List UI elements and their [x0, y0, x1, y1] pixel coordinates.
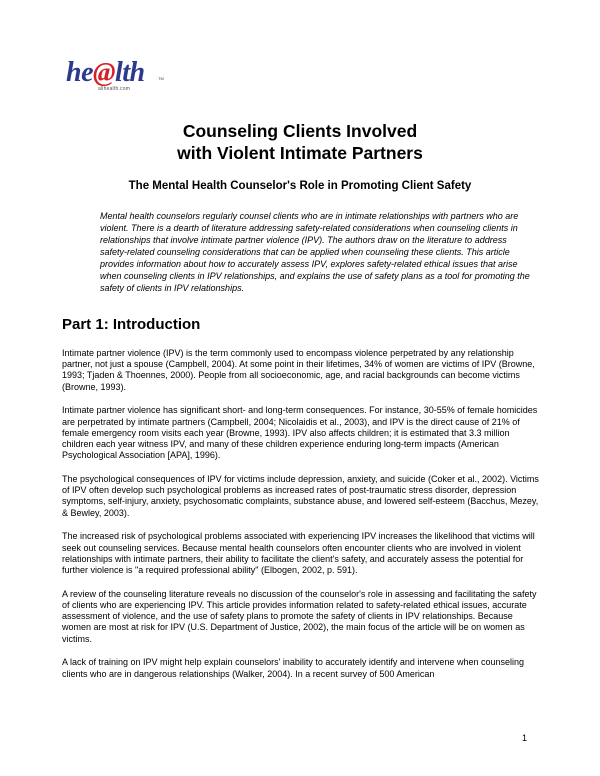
page-number: 1 — [522, 733, 528, 743]
paragraph: Intimate partner violence (IPV) is the term commonly used to encompass violence perpetrated by any relationship partner, not just a spouse (Campbell, 2004). At some point in their lifetimes, 34% of women are victims of IPV (Browne, 1993; Tjaden & Thoennes, 2000). People from all socioeconomic, age, and racial backgrounds can become victims (Browne, 1993). — [62, 348, 535, 392]
paragraph: Intimate partner violence has significant short- and long-term consequences. For instance, 30-55% of female homicides are perpetrated by intimate partners (Campbell, 2004; Nicolaidis et al., 2003), and IPV is the direct cause of 21% of female emergency room visits each year (Browne, 1993). IPV also affects children; it is estimated that 3.3 million children each year witness IPV, and many of these children experience enduring long-term impacts (American Psychological Association [APA], 1996). — [62, 405, 538, 461]
abstract: Mental health counselors regularly counsel clients who are in intimate relationships with partners who are violent. There is a dearth of literature addressing safety-related considerations when counseling clients in relationships that involve intimate partner violence (IPV). The authors draw on the literature to address safety-related counseling considerations that can be applied when counseling these clients. This article provides information about how to accurately assess IPV, explores safety-related ethical issues that arise when counseling clients in IPV relationships, and explains the use of safety plans as a tool for promoting the safety of clients in IPV relationships. — [100, 211, 530, 293]
section-body — [62, 348, 540, 692]
paragraph: The psychological consequences of IPV for victims include depression, anxiety, and suicide (Coker et al., 2002). Victims of IPV often develop such psychological problems as increased rates of post-traumatic stress disorder, depression symptoms, self-injury, anxiety, psychosomatic complaints, substance abuse, and lowered self-esteem (Bacchus, Mezey, & Bewley, 2003). — [62, 474, 539, 518]
logo-word-part2: lth — [114, 57, 145, 88]
paragraph: A review of the counseling literature reveals no discussion of the counselor's role in assessing and facilitating the safety of clients who are experiencing IPV. This article provides information related to safety-related ethical issues, accurate assessment of violence, and the use of safety plans to promote the safety of clients in IPV relationships. Because women are most at risk for IPV (U.S. Department of Justice, 2002), the main focus of the article will be on women as victims. — [62, 588, 537, 644]
logo-wordmark — [66, 58, 166, 87]
section-heading: Part 1: Introduction — [62, 316, 201, 333]
logo-at-sign: @ — [93, 57, 115, 87]
paragraph: The increased risk of psychological problems associated with experiencing IPV increases the likelihood that victims will seek out counseling services. Because mental health counselors often encounter clients who are involved in violent relationships with intimate partners, their ability to facilitate the client's safety, and accurately assess the potential for further violence is "a required professional ability" (Elbogen, 2002, p. 591). — [62, 531, 535, 576]
title-line-1: Counseling Clients Involved — [182, 121, 418, 141]
logo-trademark: TM — [158, 76, 164, 81]
health-logo — [66, 58, 166, 94]
paragraph: A lack of training on IPV might help explain counselors' inability to accurately identify and intervene when counseling clients who are in dangerous relationships (Walker, 2004). In a recent survey of 500 American — [62, 657, 524, 679]
document-subtitle: The Mental Health Counselor's Role in Promoting Client Safety — [128, 180, 472, 192]
logo-site: allhealth.com — [98, 86, 131, 92]
logo-word-part1: he — [66, 57, 93, 88]
title-line-2: with Violent Intimate Partners — [177, 143, 423, 163]
document-title — [0, 120, 600, 164]
